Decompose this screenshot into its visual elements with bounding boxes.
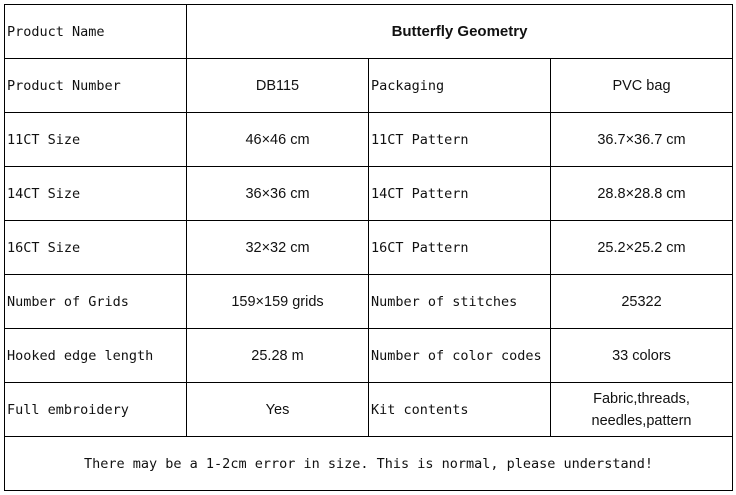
spec-label: 16CT Size bbox=[5, 221, 187, 275]
spec-label: 14CT Size bbox=[5, 167, 187, 221]
kit-contents-line: Fabric,threads, bbox=[593, 390, 690, 407]
kit-contents-value bbox=[551, 383, 733, 437]
spec-label: Number of stitches bbox=[369, 275, 551, 329]
spec-label: 11CT Size bbox=[5, 113, 187, 167]
spec-value: Yes bbox=[187, 383, 369, 437]
spec-label: Packaging bbox=[369, 59, 551, 113]
spec-value: 159×159 grids bbox=[187, 275, 369, 329]
table-row bbox=[5, 5, 733, 59]
table-row bbox=[5, 59, 733, 113]
spec-value: 46×46 cm bbox=[187, 113, 369, 167]
spec-value: 36×36 cm bbox=[187, 167, 369, 221]
spec-value: PVC bag bbox=[551, 59, 733, 113]
spec-label: Hooked edge length bbox=[5, 329, 187, 383]
table-row bbox=[5, 437, 733, 491]
spec-label: Full embroidery bbox=[5, 383, 187, 437]
spec-label: 16CT Pattern bbox=[369, 221, 551, 275]
kit-contents-line: needles,pattern bbox=[591, 412, 692, 429]
spec-value: 25.2×25.2 cm bbox=[551, 221, 733, 275]
table-row bbox=[5, 329, 733, 383]
table-row bbox=[5, 275, 733, 329]
spec-value: 32×32 cm bbox=[187, 221, 369, 275]
spec-value: 25.28 m bbox=[187, 329, 369, 383]
spec-label: 14CT Pattern bbox=[369, 167, 551, 221]
table-row bbox=[5, 383, 733, 437]
table-row bbox=[5, 221, 733, 275]
spec-label: Number of Grids bbox=[5, 275, 187, 329]
product-name-label: Product Name bbox=[5, 5, 187, 59]
spec-label: Product Number bbox=[5, 59, 187, 113]
product-name-value: Butterfly Geometry bbox=[187, 5, 733, 59]
spec-value: 36.7×36.7 cm bbox=[551, 113, 733, 167]
spec-label: Number of color codes bbox=[369, 329, 551, 383]
spec-value: 25322 bbox=[551, 275, 733, 329]
spec-label: Kit contents bbox=[369, 383, 551, 437]
spec-label: 11CT Pattern bbox=[369, 113, 551, 167]
spec-value: 28.8×28.8 cm bbox=[551, 167, 733, 221]
table-row bbox=[5, 167, 733, 221]
product-spec-table bbox=[4, 4, 733, 491]
table-row bbox=[5, 113, 733, 167]
spec-value: DB115 bbox=[187, 59, 369, 113]
size-error-note: There may be a 1-2cm error in size. This is normal, please understand! bbox=[5, 437, 733, 491]
spec-value: 33 colors bbox=[551, 329, 733, 383]
